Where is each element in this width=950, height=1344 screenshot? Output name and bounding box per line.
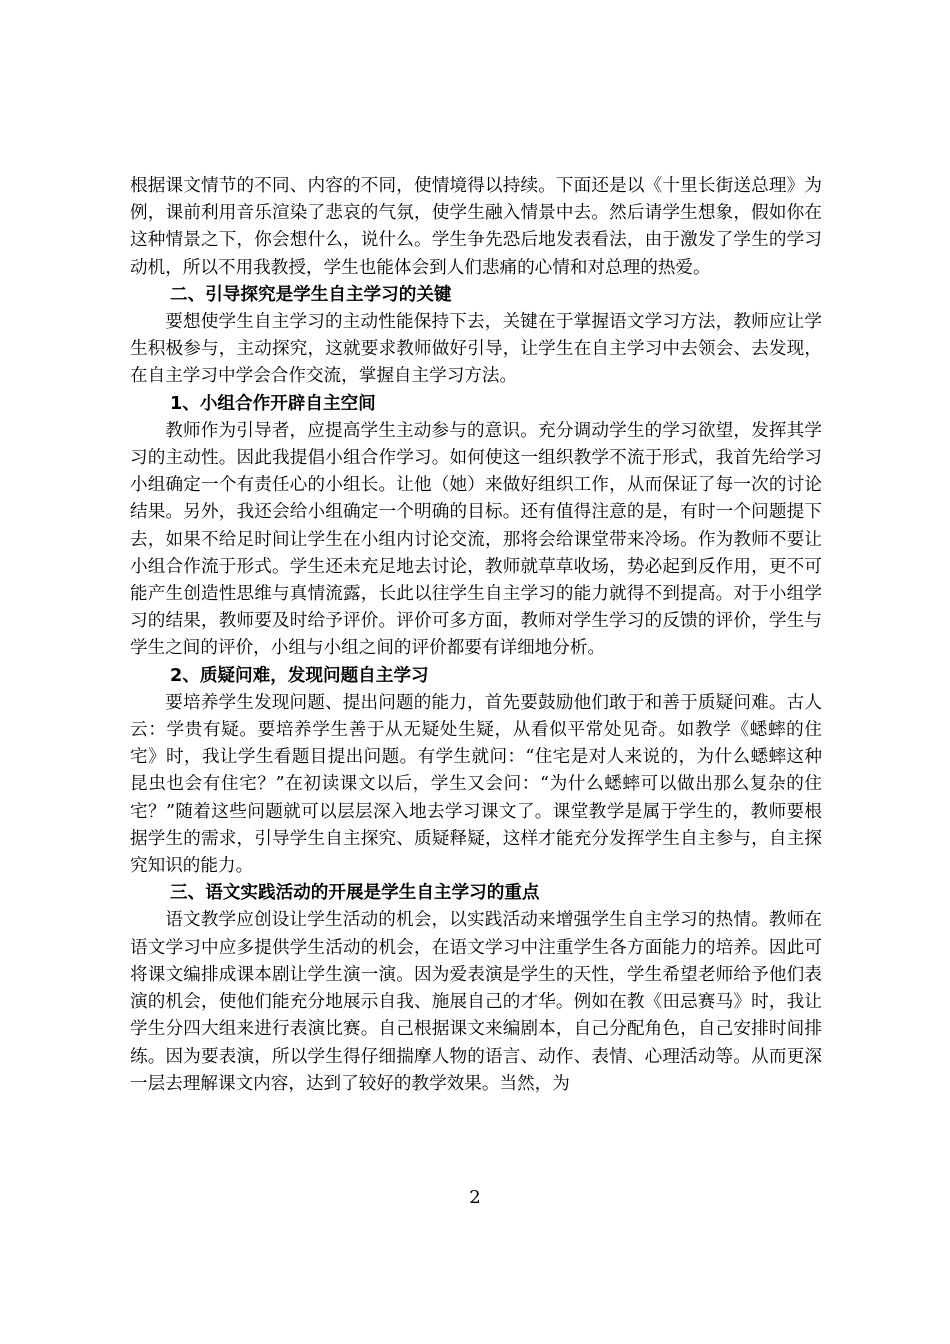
paragraph: 教师作为引导者，应提高学生主动参与的意识。充分调动学生的学习欲望，发挥其学习的主动性。因此我提倡小组合作学习。如何使这一组织教学不流于形式，我首先给学习小组确定一个有责任心的小组长。让他（她）来做好组织工作，从而保证了每一次的讨论结果。另外，我还会给小组确定一个明确的目标。还有值得注意的是，有时一个问题提下去，如果不给足时间让学生在小组内讨论交流，那将会给课堂带来冷场。作为教师不要让小组合作流于形式。学生还未充足地去讨论，教师就草草收场，势必起到反作用，更不可能产生创造性思维与真情流露，长此以往学生自主学习的能力就得不到提高。对于小组学习的结果，教师要及时给予评价。评价可多方面，教师对学生学习的反馈的评价，学生与学生之间的评价，小组与小组之间的评价都要有详细地分析。 xyxy=(130,420,822,659)
paragraph-continued: 根据课文情节的不同、内容的不同，使情境得以持续。下面还是以《十里长街送总理》为例，课前利用音乐渲染了悲哀的气氛，使学生融入情景中去。然后请学生想象，假如你在这种情景之下，你会想什么，说什么。学生争先恐后地发表看法，由于激发了学生的学习动机，所以不用我教授，学生也能体会到人们悲痛的心情和对总理的热爱。 xyxy=(130,176,822,278)
page-number: 2 xyxy=(469,1187,481,1208)
subsection-heading-1: 1、小组合作开辟自主空间 xyxy=(170,393,376,414)
subsection-heading-2: 2、质疑问难，发现问题自主学习 xyxy=(170,665,429,686)
section-heading-3: 三、语文实践活动的开展是学生自主学习的重点 xyxy=(170,883,540,904)
paragraph: 要培养学生发现问题、提出问题的能力，首先要鼓励他们敢于和善于质疑问难。古人云：学贵有疑。要培养学生善于从无疑处生疑，从看似平常处见奇。如教学《蟋蟀的住宅》时，我让学生看题目提出问题。有学生就问：“住宅是对人来说的，为什么蟋蟀这种昆虫也会有住宅？”在初读课文以后，学生又会问：“为什么蟋蟀可以做出那么复杂的住宅？”随着这些问题就可以层层深入地去学习课文了。课堂教学是属于学生的，教师要根据学生的需求，引导学生自主探究、质疑释疑，这样才能充分发挥学生自主参与，自主探究知识的能力。 xyxy=(130,692,822,877)
paragraph: 要想使学生自主学习的主动性能保持下去，关键在于掌握语文学习方法，教师应让学生积极参与，主动探究，这就要求教师做好引导，让学生在自主学习中去领会、去发现，在自主学习中学会合作交流，掌握自主学习方法。 xyxy=(130,312,822,387)
document-body xyxy=(130,173,822,1098)
paragraph: 语文教学应创设让学生活动的机会，以实践活动来增强学生自主学习的热情。教师在语文学习中应多提供学生活动的机会，在语文学习中注重学生各方面能力的培养。因此可将课文编排成课本剧让学生演一演。因为爱表演是学生的天性，学生希望老师给予他们表演的机会，使他们能充分地展示自我、施展自己的才华。例如在教《田忌赛马》时，我让学生分四大组来进行表演比赛。自己根据课文来编剧本，自己分配角色，自己安排时间排练。因为要表演，所以学生得仔细揣摩人物的语言、动作、表情、心理活动等。从而更深一层去理解课文内容，达到了较好的教学效果。当然，为 xyxy=(130,910,822,1094)
section-heading-2: 二、引导探究是学生自主学习的关键 xyxy=(170,284,452,305)
